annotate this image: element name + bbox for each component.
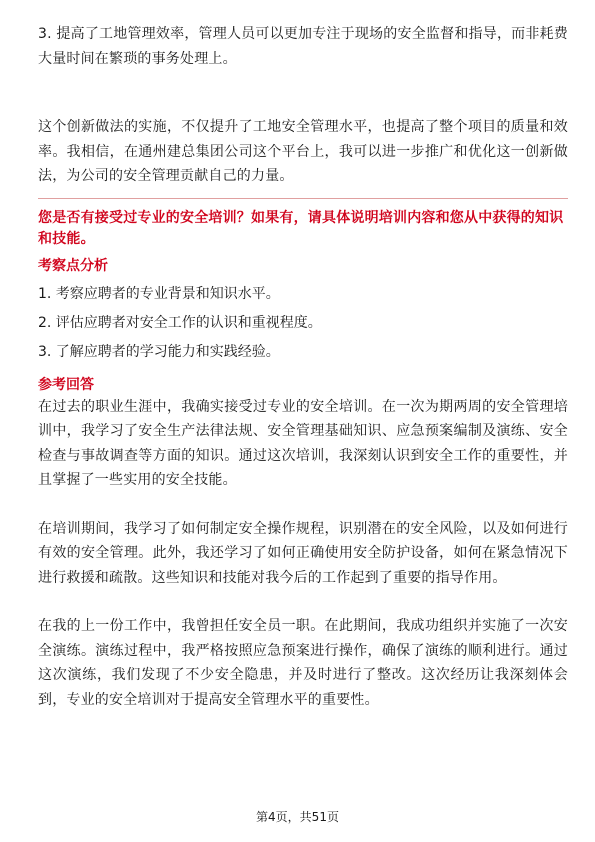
analysis-heading: 考察点分析 (38, 257, 108, 274)
analysis-item: 2. 评估应聘者对安全工作的认识和重视程度。 (38, 314, 322, 331)
analysis-item: 1. 考察应聘者的专业背景和知识水平。 (38, 285, 280, 302)
interview-question: 您是否有接受过专业的安全培训？如果有，请具体说明培训内容和您从中获得的知识和技能。 (38, 209, 564, 247)
analysis-item: 3. 了解应聘者的学习能力和实践经验。 (38, 343, 280, 360)
answer-paragraph: 在过去的职业生涯中，我确实接受过专业的安全培训。在一次为期两周的安全管理培训中，我学习了安全生产法律法规、安全管理基础知识、应急预案编制及演练、安全检查与事故调查等方面的知识。通过这次培训，我深刻认识到安全工作的重要性，并且掌握了一些实用的安全技能。 (38, 398, 568, 488)
section-divider (38, 198, 568, 199)
page-content (38, 22, 568, 712)
answer-paragraph: 在培训期间，我学习了如何制定安全操作规程，识别潜在的安全风险，以及如何进行有效的安全管理。此外，我还学习了如何正确使用安全防护设备，如何在紧急情况下进行救援和疏散。这些知识和技能对我今后的工作起到了重要的指导作用。 (38, 520, 568, 586)
answer-heading: 参考回答 (38, 376, 94, 393)
intro-point-3: 3. 提高了工地管理效率，管理人员可以更加专注于现场的安全监督和指导，而非耗费大量时间在繁琐的事务处理上。 (38, 26, 568, 67)
page-number: 第4页，共51页 (256, 810, 339, 824)
answer-paragraph: 在我的上一份工作中，我曾担任安全员一职。在此期间，我成功组织并实施了一次安全演练。演练过程中，我严格按照应急预案进行操作，确保了演练的顺利进行。通过这次演练，我们发现了不少安全隐患，并及时进行了整改。这次经历让我深刻体会到，专业的安全培训对于提高安全管理水平的重要性。 (38, 618, 568, 708)
intro-closing-paragraph: 这个创新做法的实施，不仅提升了工地安全管理水平，也提高了整个项目的质量和效率。我相信，在通州建总集团公司这个平台上，我可以进一步推广和优化这一创新做法，为公司的安全管理贡献自己的力量。 (38, 119, 568, 184)
